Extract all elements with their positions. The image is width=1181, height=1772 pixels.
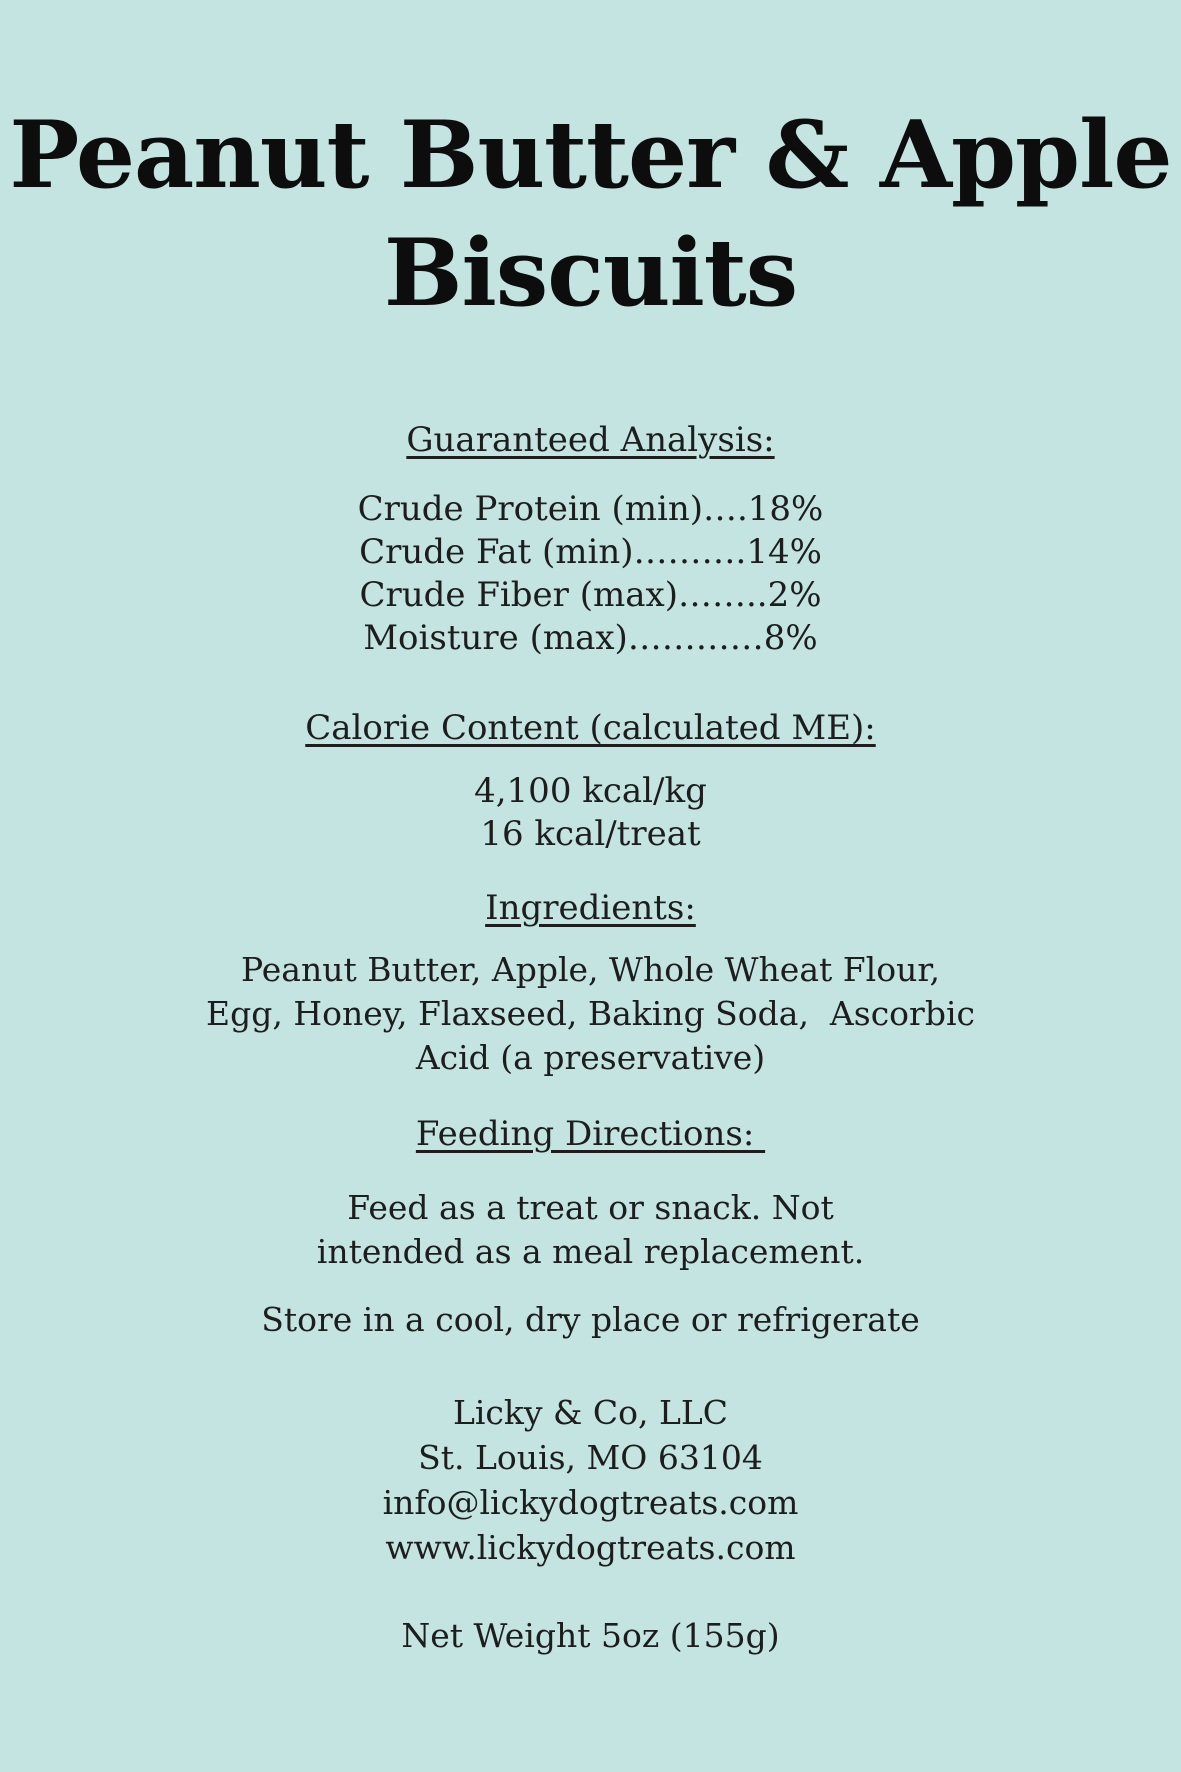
guaranteed-analysis-items — [0, 488, 1181, 660]
ingredients-line: Egg, Honey, Flaxseed, Baking Soda, Ascorbic — [206, 994, 975, 1033]
calorie-kcal-per-treat: 16 kcal/treat — [480, 814, 701, 854]
calorie-kcal-per-kg: 4,100 kcal/kg — [474, 771, 707, 811]
analysis-item-crude-protein: Crude Protein (min)….18% — [357, 489, 824, 529]
net-weight: Net Weight 5oz (155g) — [401, 1616, 780, 1655]
product-title-line2: Biscuits — [383, 218, 798, 327]
ingredients-section — [0, 886, 1181, 1080]
calorie-content-values — [0, 770, 1181, 856]
calorie-content-section — [0, 706, 1181, 856]
guaranteed-analysis-heading: Guaranteed Analysis: — [406, 420, 775, 460]
analysis-item-crude-fat: Crude Fat (min)……….14% — [359, 532, 822, 572]
feeding-directions-text — [0, 1186, 1181, 1274]
product-title-line1: Peanut Butter & Apple — [9, 100, 1172, 209]
ingredients-list — [0, 948, 1181, 1080]
analysis-item-moisture: Moisture (max)…………8% — [363, 618, 818, 658]
storage-note: Store in a cool, dry place or refrigerate — [261, 1300, 920, 1339]
feeding-directions-heading: Feeding Directions: — [415, 1114, 766, 1154]
company-website: www.lickydogtreats.com — [385, 1528, 796, 1567]
feeding-directions-section — [0, 1112, 1181, 1274]
ingredients-line: Peanut Butter, Apple, Whole Wheat Flour, — [241, 950, 940, 989]
product-title — [0, 0, 1181, 332]
analysis-item-crude-fiber: Crude Fiber (max)……..2% — [359, 575, 822, 615]
company-info-section — [0, 1390, 1181, 1570]
company-email: info@lickydogtreats.com — [382, 1483, 799, 1522]
ingredients-heading: Ingredients: — [485, 888, 696, 928]
ingredients-line: Acid (a preservative) — [415, 1038, 766, 1077]
feeding-directions-line: Feed as a treat or snack. Not — [347, 1188, 834, 1227]
feeding-directions-line: intended as a meal replacement. — [316, 1232, 865, 1271]
calorie-content-heading: Calorie Content (calculated ME): — [305, 708, 876, 748]
company-name: Licky & Co, LLC — [452, 1393, 729, 1432]
guaranteed-analysis-section — [0, 418, 1181, 660]
company-location: St. Louis, MO 63104 — [418, 1438, 763, 1477]
